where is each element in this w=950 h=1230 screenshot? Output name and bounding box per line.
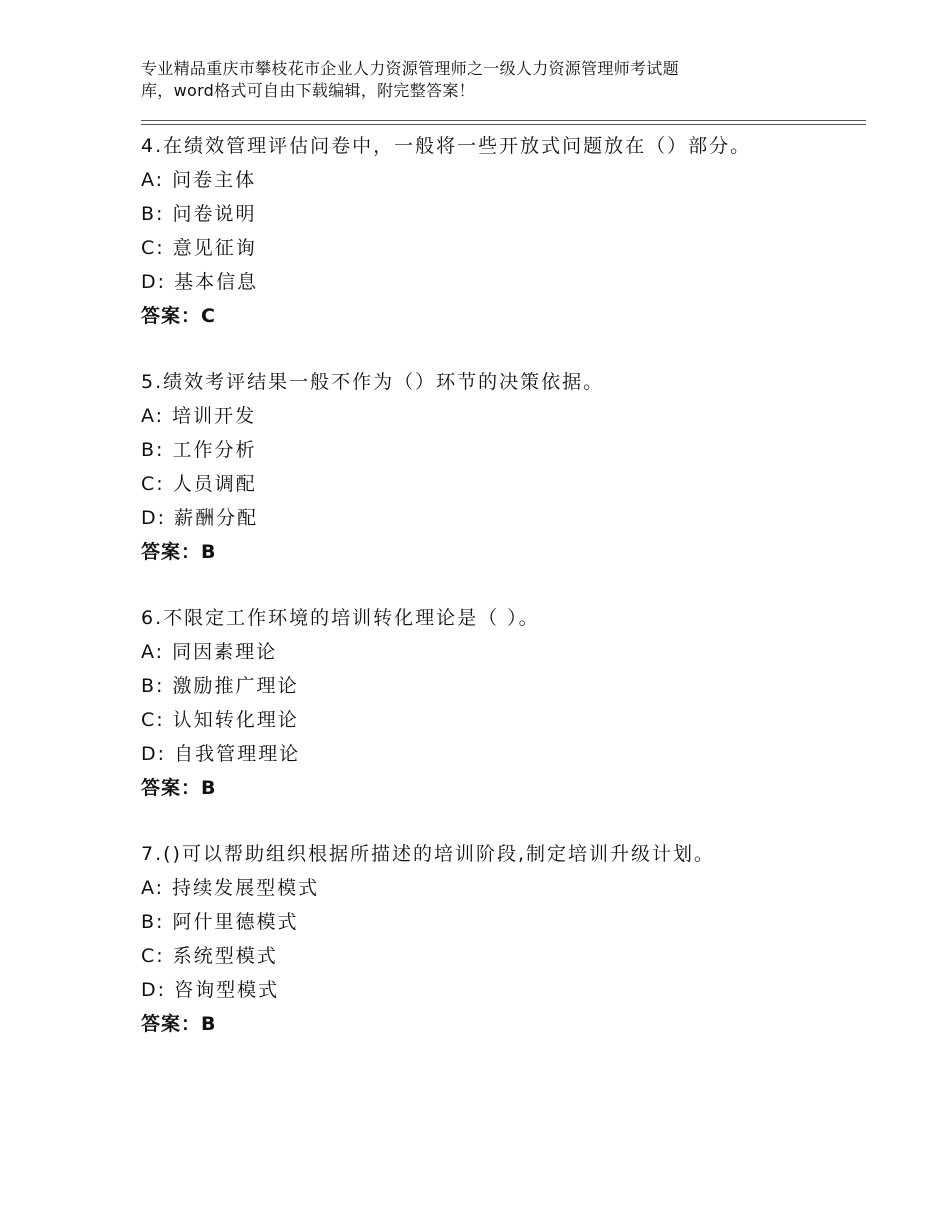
header-divider-bottom: [141, 124, 866, 125]
question-block: [141, 129, 861, 333]
option-a: A: 持续发展型模式: [141, 877, 320, 899]
question-stem: 6.不限定工作环境的培训转化理论是（ ）。: [141, 607, 540, 629]
option-a: A: 问卷主体: [141, 169, 257, 191]
answer-label: 答案：B: [141, 777, 217, 799]
option-c: C: 意见征询: [141, 237, 257, 259]
option-b: B: 问卷说明: [141, 203, 257, 225]
option-a: A: 同因素理论: [141, 641, 278, 663]
header-line-2: 库，word格式可自由下载编辑，附完整答案！: [141, 81, 475, 100]
question-stem: 7.()可以帮助组织根据所描述的培训阶段,制定培训升级计划。: [141, 843, 715, 865]
option-d: D: 咨询型模式: [141, 979, 280, 1001]
option-c: C: 人员调配: [141, 473, 257, 495]
option-d: D: 自我管理理论: [141, 743, 301, 765]
option-b: B: 工作分析: [141, 439, 257, 461]
question-stem: 4.在绩效管理评估问卷中，一般将一些开放式问题放在（）部分。: [141, 135, 752, 157]
answer-label: 答案：C: [141, 305, 216, 327]
option-a: A: 培训开发: [141, 405, 257, 427]
answer-label: 答案：B: [141, 541, 217, 563]
question-block: [141, 365, 861, 569]
option-c: C: 系统型模式: [141, 945, 278, 967]
answer-label: 答案：B: [141, 1013, 217, 1035]
option-b: B: 阿什里德模式: [141, 911, 299, 933]
question-stem: 5.绩效考评结果一般不作为（）环节的决策依据。: [141, 371, 605, 393]
option-d: D: 基本信息: [141, 271, 259, 293]
option-d: D: 薪酬分配: [141, 507, 259, 529]
option-b: B: 激励推广理论: [141, 675, 299, 697]
document-header: [141, 58, 771, 102]
header-line-1: 专业精品重庆市攀枝花市企业人力资源管理师之一级人力资源管理师考试题: [141, 59, 679, 78]
question-list: [141, 129, 861, 1073]
question-block: [141, 837, 861, 1041]
question-block: [141, 601, 861, 805]
option-c: C: 认知转化理论: [141, 709, 299, 731]
header-divider-top: [141, 120, 866, 121]
